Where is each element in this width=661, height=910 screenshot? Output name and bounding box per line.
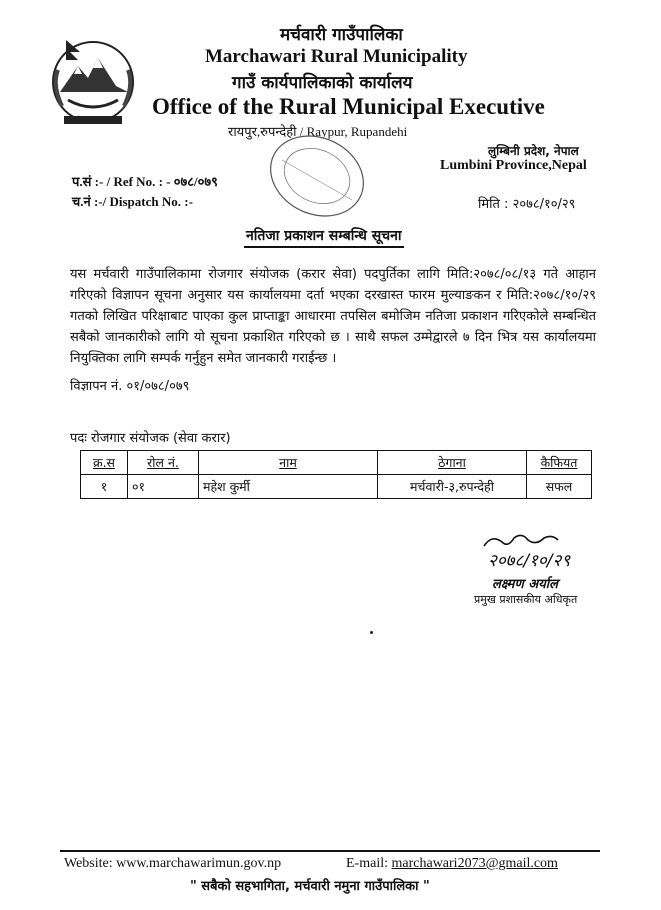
header-remarks: कैफियत [527, 451, 592, 475]
signatory-title: प्रमुख प्रशासकीय अधिकृत [474, 593, 578, 606]
nepal-emblem-icon [38, 30, 148, 130]
email-link[interactable]: marchawari2073@gmail.com [391, 856, 558, 871]
table-row [81, 475, 592, 499]
notice-title: नतिजा प्रकाशन सम्बन्धि सूचना [244, 226, 404, 248]
results-table [80, 450, 592, 499]
table-header-row [81, 451, 592, 475]
footer-email [346, 856, 558, 872]
reference-number: प.सं :- / Ref No. : - ०७८/०७९ [72, 174, 218, 189]
post-title: पदः रोजगार संयोजक (सेवा करार) [70, 431, 231, 446]
office-name-nepali: गाउँ कार्यपालिकाको कार्यालय [232, 73, 413, 93]
header-name: नाम [199, 451, 378, 475]
office-address: रायपुर,रुपन्देही / Raypur, Rupandehi [228, 124, 408, 139]
letter-date: मिति : २०७८/१०/२९ [478, 197, 576, 212]
province-english: Lumbini Province,Nepal [440, 158, 587, 173]
province-nepali: लुम्बिनी प्रदेश, नेपाल [488, 144, 579, 158]
cell-roll-number: ०१ [128, 475, 199, 499]
cell-name: महेश कुर्मी [199, 475, 378, 499]
office-seal-stamp [262, 130, 372, 222]
footer-slogan: " सबैको सहभागिता, मर्चवारी नमुना गाउँपालिका " [190, 879, 430, 894]
header-roll-number: रोल नं. [128, 451, 199, 475]
cell-remarks: सफल [527, 475, 592, 499]
stray-mark [370, 631, 373, 634]
footer-divider [60, 850, 600, 852]
cell-address: मर्चवारी-३,रुपन्देही [378, 475, 527, 499]
office-name-english: Office of the Rural Municipal Executive [152, 94, 545, 119]
advertisement-number: विज्ञापन नं. ०१/०७८/०७९ [70, 379, 190, 394]
handwritten-signature [478, 530, 588, 572]
svg-text:२०७८/१०/२९: २०७८/१०/२९ [488, 551, 571, 571]
header-address: ठेगाना [378, 451, 527, 475]
cell-serial: १ [81, 475, 128, 499]
dispatch-number: च.नं :-/ Dispatch No. :- [72, 194, 193, 209]
municipality-name-english: Marchawari Rural Municipality [205, 46, 468, 67]
municipality-name-nepali: मर्चवारी गाउँपालिका [280, 25, 403, 45]
email-label: E-mail: [346, 856, 388, 871]
header-serial: क्र.स [81, 451, 128, 475]
signatory-name: लक्ष्मण अर्याल [492, 577, 558, 592]
footer-website: Website: www.marchawarimun.gov.np [64, 856, 282, 871]
notice-body: यस मर्चवारी गाउँपालिकामा रोजगार संयोजक (करार सेवा) पदपुर्तिका लागि मिति:२०७८/०८/१३ गते आहान गरिएको विज्ञापन सूचना अनुसार यस कार्यालयमा दर्ता भएका दरखास्त फारम मुल्याङकन र मिति:२०७८/१०/२९ गतको लिखित परिक्षाबाट पाएका कुल प्राप्ताङ्का आधारमा तपसिल बमोजिम नतिजा प्रकाशन गरिएकोले सम्बन्धित सबैको जानकारीको लागि यो सूचना प्रकाशित गरिएको छ । साथै सफल उम्मेद्वारले ७ दिन भित्र यस कार्यालयमा नियुक्तिका लागि सम्पर्क गर्नुहुन समेत जानकारी गराईन्छ । [70, 267, 596, 366]
